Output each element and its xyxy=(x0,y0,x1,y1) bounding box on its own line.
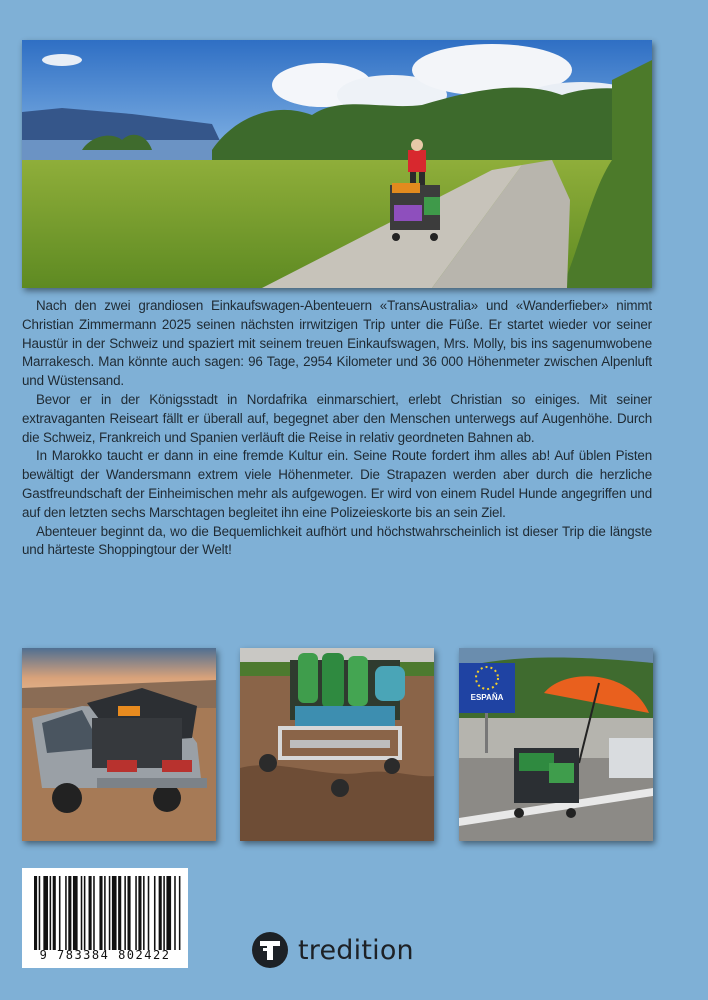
isbn-number: 9 783384 802422 xyxy=(39,948,171,962)
blurb-paragraph: Abenteuer beginnt da, wo die Bequemlichkeit aufhört und höchstwahrscheinlich ist dieser Trip die längste und härteste Shoppingtour der Welt! xyxy=(22,523,652,558)
hero-photo xyxy=(22,40,652,288)
isbn-barcode xyxy=(22,868,188,968)
espana-sign-text: ESPAÑA xyxy=(470,693,504,702)
blurb-text xyxy=(22,297,652,560)
publisher-logo xyxy=(252,930,414,970)
tredition-logo-icon xyxy=(252,932,288,968)
barcode-bars-icon xyxy=(34,876,182,950)
publisher-name: tredition xyxy=(298,934,414,966)
espana-border-photo xyxy=(459,648,653,841)
blurb-paragraph: Nach den zwei grandiosen Einkaufswagen-Abenteuern «TransAustralia» und «Wanderfieber» nimmt Christian Zimmermann 2025 seinen nächsten irrwitzigen Trip unter die Füße. Er startet wieder vor seiner Haustür in der Schweiz und spaziert mit seinem treuen Einkaufswagen, Mrs. Molly, bis ins sagenumwobene Marrakesch. Man könnte auch sagen: 96 Tage, 2954 Kilometer und 36 000 Höhenmeter zwischen Alpenluft und Wüstensand. xyxy=(22,298,652,389)
cart-sand-photo xyxy=(240,648,434,841)
car-photo xyxy=(22,648,216,841)
blurb-paragraph: In Marokko taucht er dann in eine fremde Kultur ein. Seine Route fordert ihm alles ab! Auf üblen Pisten bewältigt der Wandersmann extrem viele Höhenmeter. Die Strapazen werden aber durch die herzliche Gastfreundschaft der Einheimischen mehr als aufgewogen. Er wird von einem Rudel Hunde angegriffen und auf den letzten sechs Marschtagen begleitet ihn eine Polizeieskorte bis an sein Ziel. xyxy=(22,448,652,520)
blurb-paragraph: Bevor er in der Königsstadt in Nordafrika einmarschiert, erlebt Christian so einiges. Mit seiner extravaganten Reiseart fällt er überall auf, begegnet aber den Menschen unterwegs auf Augenhöhe. Durch die Schweiz, Frankreich und Spanien verläuft die Reise in relativ geordneten Bahnen ab. xyxy=(22,391,652,445)
